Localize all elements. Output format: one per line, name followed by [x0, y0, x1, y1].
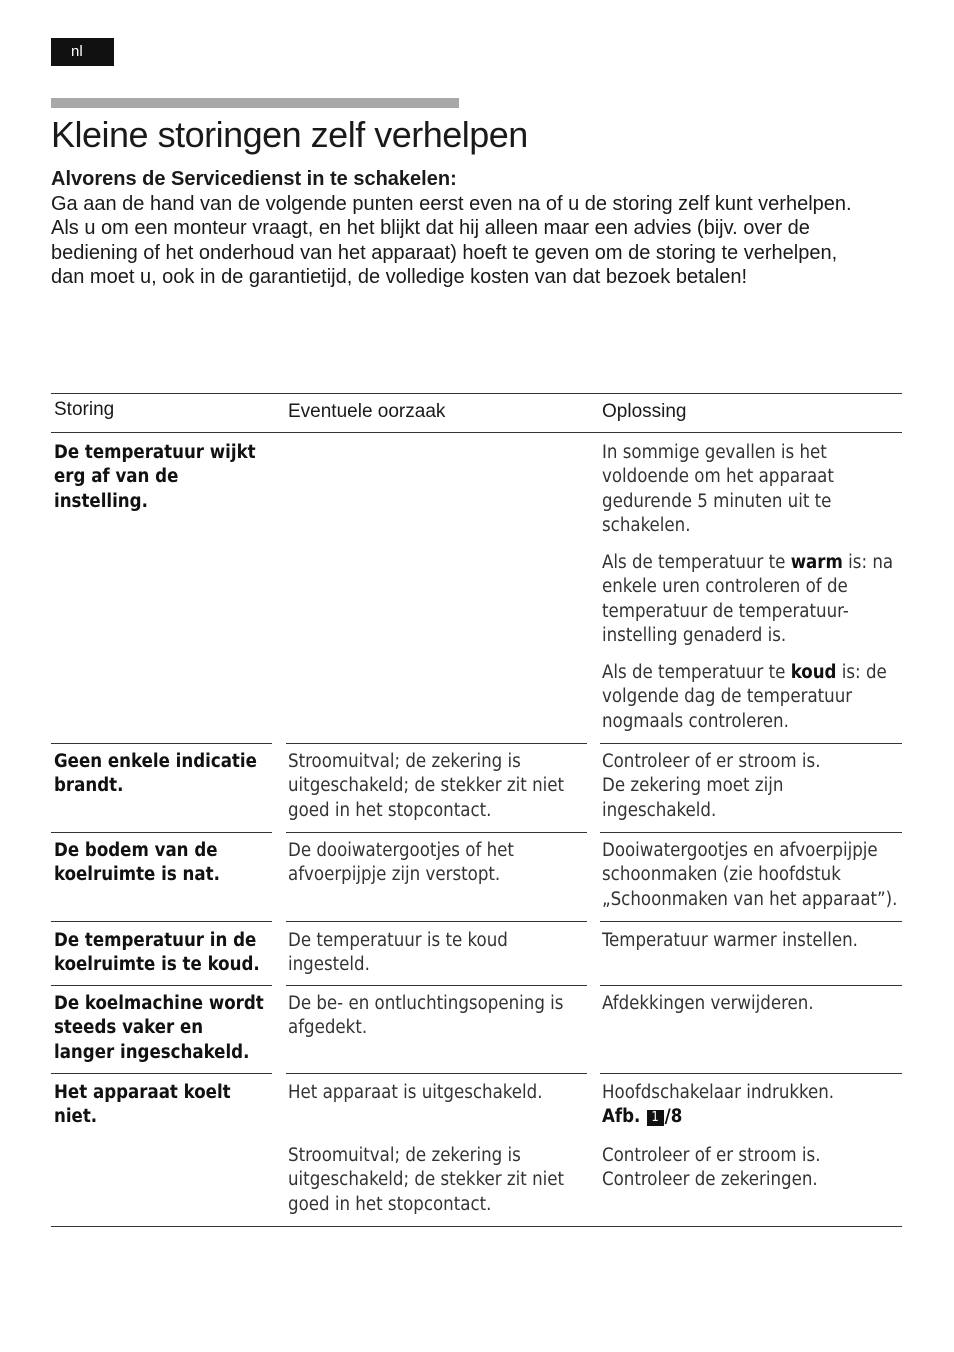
oplossing-cell	[602, 551, 902, 649]
oplossing-text: Controleer de zekeringen.	[602, 1169, 818, 1191]
row-divider	[51, 832, 272, 833]
oplossing-cell: Dooiwatergootjes en afvoerpijpje schoonmaken (zie hoofdstuk „Schoonmaken van het apparaat”).	[602, 840, 898, 910]
oplossing-cell: Temperatuur warmer instellen.	[602, 930, 858, 951]
oorzaak-cell: Stroomuitval; de zekering is uitgeschakeld; de stekker zit niet goed in het stopcontact.	[288, 751, 565, 821]
row-divider	[286, 985, 587, 986]
row-divider	[51, 1073, 272, 1074]
intro-paragraph-1: Ga aan de hand van de volgende punten eerst even na of u de storing zelf kunt verhelpen.	[51, 192, 852, 215]
oorzaak-cell: De temperatuur is te koud ingesteld.	[288, 930, 508, 976]
oplossing-text: Controleer of er stroom is.	[602, 1145, 821, 1166]
row-divider	[600, 921, 902, 922]
oplossing-cell	[602, 441, 902, 539]
oplossing-cell	[602, 750, 902, 823]
row-divider	[600, 743, 902, 744]
row-divider	[600, 832, 902, 833]
header-oplossing: Oplossing	[602, 401, 687, 422]
oorzaak-cell: Het apparaat is uitgeschakeld.	[288, 1082, 543, 1103]
row-divider	[51, 985, 272, 986]
table-bottom-border	[51, 1226, 902, 1227]
row-divider	[51, 743, 272, 744]
row-divider	[600, 1073, 902, 1074]
row-divider	[600, 985, 902, 986]
header-oorzaak: Eventuele oorzaak	[288, 401, 446, 422]
page-title: Kleine storingen zelf verhelpen	[51, 114, 528, 155]
storing-cell: De temperatuur in de koelruimte is te koud.	[54, 930, 260, 976]
oplossing-text: De zekering moet zijn ingeschakeld.	[602, 775, 784, 821]
oplossing-text: Hoofdschakelaar indrukken.	[602, 1082, 835, 1103]
intro-lead: Alvorens de Servicedienst in te schakelen:	[51, 168, 457, 190]
storing-cell: De koelmachine wordt steeds vaker en langer ingeschakeld.	[54, 993, 264, 1063]
row-divider	[51, 921, 272, 922]
oorzaak-cell: Stroomuitval; de zekering is uitgeschakeld; de stekker zit niet goed in het stopcontact.	[288, 1145, 565, 1215]
storing-cell: De bodem van de koelruimte is nat.	[54, 840, 220, 886]
header-storing: Storing	[54, 399, 115, 420]
oplossing-text: In sommige gevallen is het voldoende om het apparaat gedurende 5 minuten uit te schakelen.	[602, 442, 834, 537]
oplossing-cell: Afdekkingen verwijderen.	[602, 993, 814, 1014]
figure-reference: Afb. 1 /8	[602, 1106, 683, 1128]
oorzaak-cell: De be- en ontluchtingsopening is afgedekt.	[288, 993, 564, 1039]
oplossing-text: Controleer of er stroom is.	[602, 751, 821, 772]
intro-paragraph-2: Als u om een monteur vraagt, en het blijkt dat hij alleen maar een advies (bijv. over de bediening of het onderhoud van het apparaat) hoeft te geven om de storing te verhelpen, dan moet u, ook in de garantietijd, de volledige kosten van dat bezoek betalen!	[51, 217, 838, 288]
intro-section	[51, 167, 871, 290]
row-divider	[286, 832, 587, 833]
oplossing-cell	[602, 1144, 902, 1193]
oplossing-cell	[602, 1081, 902, 1130]
troubleshooting-table	[51, 393, 902, 1215]
row-divider	[286, 921, 587, 922]
figure-number-badge: 1	[647, 1110, 664, 1126]
oplossing-text: Als de temperatuur te warm is: na enkele uren controleren of de temperatuur de temperatuur-instelling genaderd is.	[602, 552, 894, 647]
oplossing-cell	[602, 661, 902, 734]
storing-cell: De temperatuur wijkt erg af van de instelling.	[54, 442, 256, 512]
oorzaak-cell: De dooiwatergootjes of het afvoerpijpje zijn verstopt.	[288, 840, 514, 886]
row-divider	[286, 743, 587, 744]
row-divider	[286, 1073, 587, 1074]
storing-cell: Geen enkele indicatie brandt.	[54, 751, 257, 797]
title-bar	[51, 98, 459, 108]
language-tab: nl	[51, 38, 114, 66]
table-header	[51, 394, 902, 433]
oplossing-text: Als de temperatuur te koud is: de volgende dag de temperatuur nogmaals controleren.	[602, 662, 887, 732]
storing-cell: Het apparaat koelt niet.	[54, 1082, 231, 1128]
